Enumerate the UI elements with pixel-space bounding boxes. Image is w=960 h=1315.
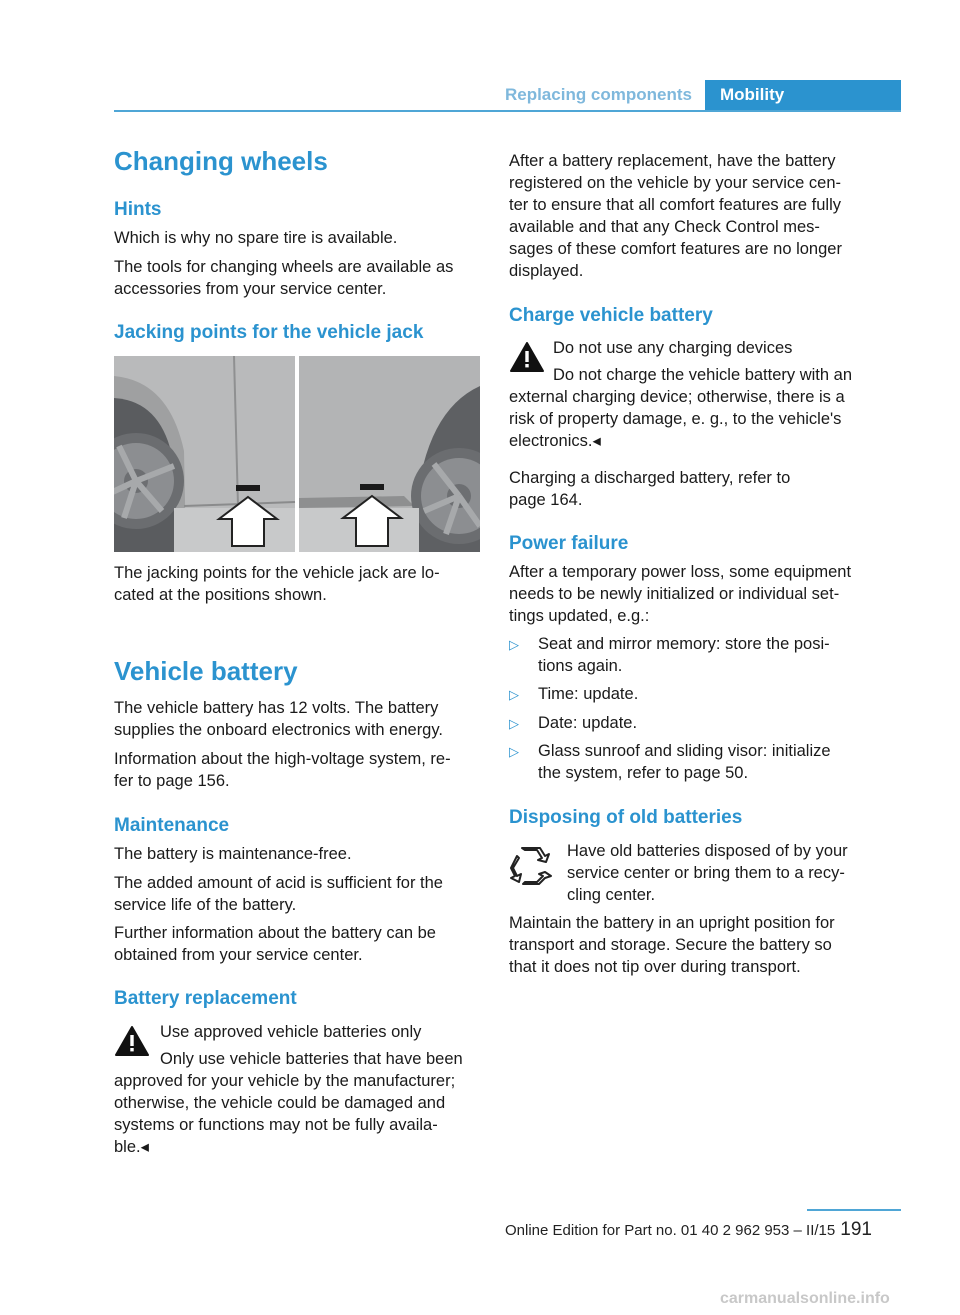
warning-text: external charging device; otherwise, there is a xyxy=(509,388,845,406)
footer-edition: Online Edition for Part no. 01 40 2 962 953 – II/15 xyxy=(505,1222,836,1239)
battery-replacement-title: Battery replacement xyxy=(114,988,297,1009)
charging-reference: Charging a discharged battery, refer to xyxy=(509,469,791,487)
warning-text: approved for your vehicle by the manufacturer; xyxy=(114,1072,456,1090)
maintenance-text: The battery is maintenance-free. xyxy=(114,845,352,863)
maintenance-text: service life of the battery. xyxy=(114,896,297,914)
battery-text: The vehicle battery has 12 volts. The battery xyxy=(114,699,439,717)
watermark: carmanualsonline.info xyxy=(720,1290,890,1307)
header-chapter-tab: Mobility xyxy=(705,80,901,110)
bullet-icon: ▷ xyxy=(509,637,519,652)
battery-text: fer to page 156. xyxy=(114,772,230,790)
warning-text: risk of property damage, e. g., to the vehicle's xyxy=(509,410,842,428)
warning-icon xyxy=(509,341,545,373)
charge-battery-title: Charge vehicle battery xyxy=(509,305,713,326)
after-replacement-text: available and that any Check Control mes- xyxy=(509,218,820,236)
hints-text: accessories from your service center. xyxy=(114,280,387,298)
power-failure-text: tings updated, e.g.: xyxy=(509,607,650,625)
hints-text: The tools for changing wheels are available as xyxy=(114,258,454,276)
maintenance-text: The added amount of acid is sufficient for the xyxy=(114,874,443,892)
bullet-icon: ▷ xyxy=(509,716,519,731)
footer-rule xyxy=(807,1209,901,1211)
hints-text: Which is why no spare tire is available. xyxy=(114,229,398,247)
bullet-icon: ▷ xyxy=(509,744,519,759)
header-section: Replacing components xyxy=(504,85,692,104)
vehicle-battery-title: Vehicle battery xyxy=(114,656,298,686)
warning-text: systems or functions may not be fully availa- xyxy=(114,1116,438,1134)
page-number: 191 xyxy=(840,1219,872,1240)
jacking-caption: cated at the positions shown. xyxy=(114,586,327,604)
jacking-points-title: Jacking points for the vehicle jack xyxy=(114,322,424,343)
warning-text: electronics.◂ xyxy=(509,432,601,450)
battery-text: Information about the high-voltage system, re- xyxy=(114,750,451,768)
warning-text: Do not charge the vehicle battery with an xyxy=(553,366,853,384)
list-item: Seat and mirror memory: store the posi- xyxy=(538,635,830,653)
disposal-note: Have old batteries disposed of by your xyxy=(567,842,848,860)
power-failure-text: needs to be newly initialized or individual set- xyxy=(509,585,840,603)
power-failure-text: After a temporary power loss, some equipment xyxy=(509,563,852,581)
bullet-icon: ▷ xyxy=(509,687,519,702)
after-replacement-text: sages of these comfort features are no longer xyxy=(509,240,842,258)
list-item: Time: update. xyxy=(538,685,639,703)
hints-title: Hints xyxy=(114,199,162,220)
recycle-icon xyxy=(509,844,553,888)
disposal-note: cling center. xyxy=(567,886,656,904)
warning-title: Do not use any charging devices xyxy=(553,339,793,357)
list-item: tions again. xyxy=(538,657,623,675)
warning-title: Use approved vehicle batteries only xyxy=(160,1023,422,1041)
jacking-points-figure xyxy=(114,356,480,552)
after-replacement-text: displayed. xyxy=(509,262,584,280)
maintain-text: that it does not tip over during transport. xyxy=(509,958,801,976)
jacking-caption: The jacking points for the vehicle jack are lo- xyxy=(114,564,440,582)
list-item: the system, refer to page 50. xyxy=(538,764,749,782)
changing-wheels-title: Changing wheels xyxy=(114,146,328,176)
warning-text: otherwise, the vehicle could be damaged and xyxy=(114,1094,446,1112)
after-replacement-text: ter to ensure that all comfort features are fully xyxy=(509,196,841,214)
disposal-note: service center or bring them to a recy- xyxy=(567,864,845,882)
battery-text: supplies the onboard electronics with energy. xyxy=(114,721,443,739)
maintenance-text: Further information about the battery can be xyxy=(114,924,436,942)
after-replacement-text: After a battery replacement, have the battery xyxy=(509,152,836,170)
maintain-text: transport and storage. Secure the battery so xyxy=(509,936,832,954)
disposing-title: Disposing of old batteries xyxy=(509,807,743,828)
power-failure-title: Power failure xyxy=(509,533,629,554)
after-replacement-text: registered on the vehicle by your service cen- xyxy=(509,174,841,192)
header-rule xyxy=(114,110,901,112)
warning-icon xyxy=(114,1025,150,1057)
warning-text: Only use vehicle batteries that have been xyxy=(160,1050,463,1068)
maintenance-text: obtained from your service center. xyxy=(114,946,363,964)
maintenance-title: Maintenance xyxy=(114,815,230,836)
list-item: Glass sunroof and sliding visor: initialize xyxy=(538,742,831,760)
charging-reference: page 164. xyxy=(509,491,583,509)
warning-text: ble.◂ xyxy=(114,1138,149,1156)
list-item: Date: update. xyxy=(538,714,638,732)
maintain-text: Maintain the battery in an upright position for xyxy=(509,914,835,932)
